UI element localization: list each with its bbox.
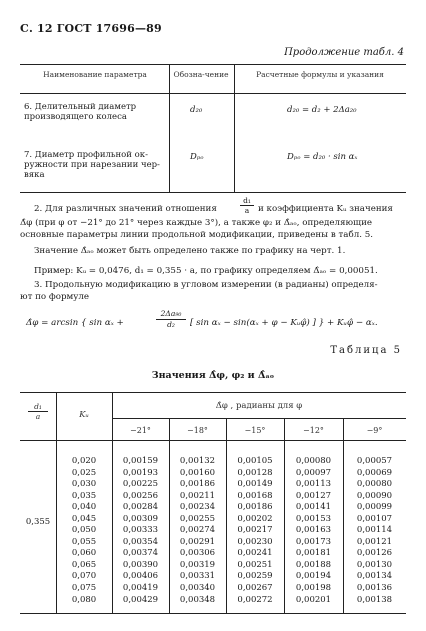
table-cell: 0,00272	[237, 594, 273, 605]
table-cell: 0,00309	[122, 513, 159, 524]
values-column-minus21	[112, 456, 169, 606]
table-cell: 0,00080	[295, 456, 332, 466]
table-cell: 0,00188	[295, 559, 332, 570]
row-name-line: 7. Диаметр профильной ок-	[24, 150, 148, 160]
row-symbol: Dₚₒ	[190, 152, 204, 162]
table-cell: 0,00274	[179, 525, 216, 536]
table-cell: 0,00186	[237, 502, 273, 513]
table-cell: 0,00230	[237, 536, 273, 547]
table-cell: 0,00107	[356, 513, 393, 524]
row-formula: Dₚₒ = d₂₀ · sin αₓ	[287, 152, 358, 162]
fraction-denominator: d₂	[167, 320, 175, 329]
row-name-line: вяка	[24, 170, 45, 180]
table-cell: 0,00153	[295, 513, 332, 524]
group-header-phi: Δ̂φ , радианы для φ	[215, 401, 303, 411]
table-cell: 0,020	[71, 456, 97, 466]
fraction	[240, 196, 254, 215]
table-cell: 0,00225	[122, 479, 159, 490]
values-column-minus9	[343, 456, 406, 606]
table-cell: 0,080	[71, 594, 97, 605]
table-cell: 0,00132	[179, 456, 216, 466]
row-name-line: производящего колеса	[24, 112, 127, 122]
table-cell: 0,00217	[237, 525, 273, 536]
values-column-minus12	[284, 456, 343, 606]
table-cell: 0,00130	[356, 559, 393, 570]
text-line: Значение Δ̂ₐₒ может быть определено также по графику на черт. 1.	[34, 246, 346, 256]
table-cell: 0,00202	[237, 513, 273, 524]
table-cell: 0,00319	[179, 559, 216, 570]
table-cell: 0,040	[71, 502, 97, 513]
col-header-phi: −9°	[366, 426, 383, 435]
table-cell: 0,00354	[122, 536, 159, 547]
fraction-denominator: a	[35, 412, 41, 421]
table-cell: 0,00284	[122, 502, 159, 513]
col-header-formula: Расчетные формулы и указания	[256, 70, 384, 79]
formula-left: Δ̂φ = arcsin { sin αₓ +	[26, 318, 124, 328]
table-cell: 0,075	[71, 583, 97, 594]
table-cell: 0,00251	[237, 559, 273, 570]
table-cell: 0,035	[71, 490, 97, 501]
ku-column	[56, 456, 112, 606]
table-cell: 0,00259	[237, 571, 273, 582]
formula-fraction	[156, 309, 186, 330]
values-column-minus18	[169, 456, 226, 606]
table-cell: 0,00160	[179, 467, 216, 478]
table-cell: 0,00241	[237, 548, 273, 559]
table-cell: 0,00080	[356, 479, 393, 490]
values-column-minus15	[226, 456, 284, 606]
table-continuation-label: Продолжение табл. 4	[284, 47, 404, 58]
col-header-ku: Kᵤ	[79, 410, 89, 420]
table-cell: 0,00340	[179, 583, 216, 594]
table-cell: 0,00113	[295, 479, 332, 490]
table-number: Таблица 5	[330, 345, 402, 356]
fraction-numerator: d₁	[240, 196, 254, 206]
table-cell: 0,00390	[122, 559, 159, 570]
table-cell: 0,065	[71, 559, 97, 570]
table-cell: 0,00090	[356, 490, 393, 501]
table-cell: 0,00255	[179, 513, 216, 524]
text-line: 2. Для различных значений отношения	[34, 204, 217, 214]
table-cell: 0,00181	[295, 548, 332, 559]
table-cell: 0,00333	[122, 525, 159, 536]
col-header-d1a	[28, 402, 48, 421]
table-cell: 0,00374	[122, 548, 159, 559]
table-cell: 0,00291	[179, 536, 216, 547]
table-cell: 0,045	[71, 513, 97, 524]
table-cell: 0,00136	[356, 583, 393, 594]
row-name-line: 6. Делительный диаметр	[24, 102, 137, 112]
table-cell: 0,00168	[237, 490, 273, 501]
table-cell: 0,050	[71, 525, 97, 536]
table-cell: 0,00331	[179, 571, 216, 582]
col-header-phi: −12°	[303, 426, 324, 435]
table-cell: 0,030	[71, 479, 97, 490]
table-cell: 0,00127	[295, 490, 332, 501]
table-cell: 0,00149	[237, 479, 273, 490]
fraction-denominator: a	[244, 206, 250, 215]
table-cell: 0,00105	[237, 456, 273, 466]
col-header-phi: −15°	[244, 426, 266, 435]
col-header-name: Наименование параметра	[43, 70, 147, 79]
text-line: ют по формуле	[20, 292, 90, 302]
text-line: основные параметры линии продольной модификации, приведены в табл. 5.	[20, 230, 374, 240]
text-line: и коэффициента Kᵤ значения	[258, 204, 393, 214]
table-cell: 0,00194	[295, 571, 332, 582]
row-symbol: d₂₀	[190, 105, 203, 115]
table-cell: 0,00138	[356, 594, 393, 605]
table-cell: 0,00429	[122, 594, 159, 605]
table-cell: 0,00069	[356, 467, 393, 478]
table-cell: 0,00097	[295, 467, 332, 478]
row-name-line: ружности при нарезании чер-	[24, 160, 160, 170]
table-cell: 0,00159	[122, 456, 159, 466]
table-cell: 0,00173	[295, 536, 332, 547]
table-cell: 0,00114	[356, 525, 393, 536]
table-cell: 0,00099	[356, 502, 393, 513]
table-cell: 0,00121	[356, 536, 393, 547]
table-cell: 0,00406	[122, 571, 159, 582]
table-cell: 0,060	[71, 548, 97, 559]
table-cell: 0,00057	[356, 456, 393, 466]
col-header-symbol: Обозна-чение	[173, 70, 229, 79]
text-line: Δ̂φ (при φ от −21° до 21° через каждые 3°), а также φ₂ и Δ̂ₐₒ, определяющие	[20, 218, 373, 228]
formula-right: [ sin αₓ − sin(αₓ + φ − Kᵤφ̂) ] } + Kᵤφ̂ − αₓ.	[190, 318, 378, 328]
col-header-phi: −18°	[187, 426, 208, 435]
table-cell: 0,070	[71, 571, 97, 582]
table-cell: 0,00126	[356, 548, 393, 559]
table-cell: 0,025	[71, 467, 97, 478]
table-cell: 0,055	[71, 536, 97, 547]
table-cell: 0,00256	[122, 490, 159, 501]
table-cell: 0,00128	[237, 467, 273, 478]
table-cell: 0,00198	[295, 583, 332, 594]
table-cell: 0,00186	[179, 479, 216, 490]
d1a-value: 0,355	[25, 517, 51, 527]
table-cell: 0,00348	[179, 594, 216, 605]
table-cell: 0,00134	[356, 571, 393, 582]
text-line: 3. Продольную модификацию в угловом измерении (в радианы) определя-	[34, 280, 378, 290]
table-cell: 0,00267	[237, 583, 273, 594]
example-line: Пример: Kᵤ = 0,0476, d₁ = 0,355 · a, по графику определяем Δ̂ₐₒ = 0,00051.	[34, 266, 378, 276]
table-cell: 0,00234	[179, 502, 216, 513]
table-title: Значения Δ̂φ, φ₂ и Δ̂ₐₒ	[151, 370, 275, 381]
col-header-phi: −21°	[130, 426, 151, 435]
table-cell: 0,00201	[295, 594, 332, 605]
fraction-numerator: d₁	[28, 402, 48, 412]
table-cell: 0,00306	[179, 548, 216, 559]
table-cell: 0,00163	[295, 525, 332, 536]
table-cell: 0,00193	[122, 467, 159, 478]
table-cell: 0,00211	[179, 490, 216, 501]
table-cell: 0,00419	[122, 583, 159, 594]
page-header: С. 12 ГОСТ 17696—89	[20, 22, 162, 35]
table-cell: 0,00141	[295, 502, 332, 513]
row-formula: d₂₀ = d₂ + 2Δa₂₀	[287, 105, 357, 115]
fraction-numerator: 2Δa₉₀	[156, 309, 186, 320]
